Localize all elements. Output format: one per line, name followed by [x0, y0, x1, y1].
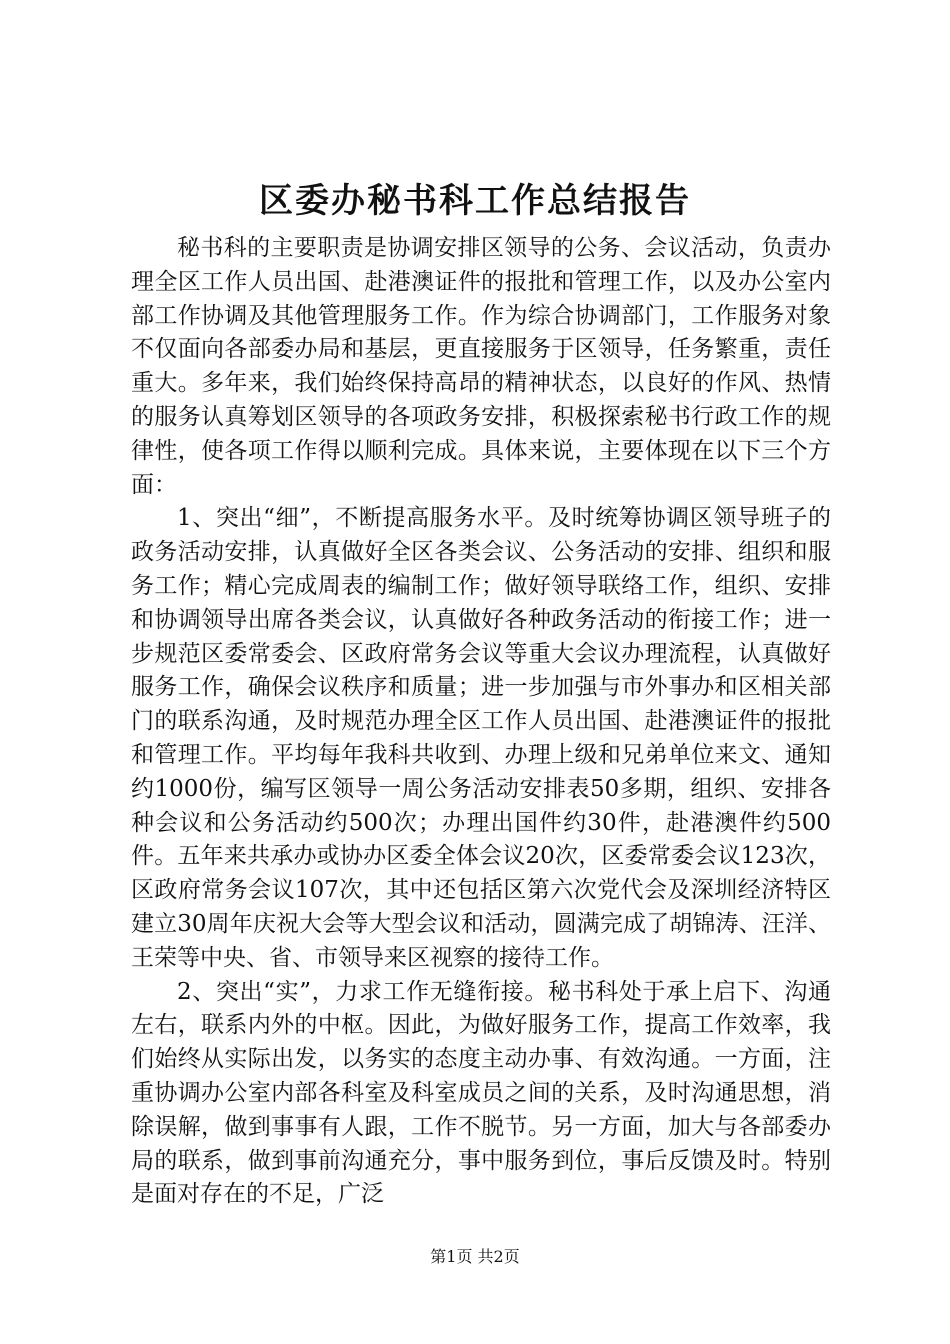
- paragraph-point-2: 2、突出“实”，力求工作无缝衔接。秘书科处于承上启下、沟通左右，联系内外的中枢。因此，为做好服务工作，提高工作效率，我们始终从实际出发，以务实的态度主动办事、有效沟通。一方面，注重协调办公室内部各科室及科室成员之间的关系，及时沟通思想，消除误解，做到事事有人跟，工作不脱节。另一方面，加大与各部委办局的联系，做到事前沟通充分，事中服务到位，事后反馈及时。特别是面对存在的不足，广泛: [131, 978, 831, 1208]
- page-footer: 第1页 共2页: [430, 1247, 520, 1266]
- document-title: 区委办秘书科工作总结报告: [259, 181, 691, 221]
- paragraph-point-1: 1、突出“细”，不断提高服务水平。及时统筹协调区领导班子的政务活动安排，认真做好全区各类会议、公务活动的安排、组织和服务工作；精心完成周表的编制工作；做好领导联络工作，组织、安排和协调领导出席各类会议，认真做好各种政务活动的衔接工作；进一步规范区委常委会、区政府常务会议等重大会议办理流程，认真做好服务工作，确保会议秩序和质量；进一步加强与市外事办和区相关部门的联系沟通，及时规范办理全区工作人员出国、赴港澳证件的报批和管理工作。平均每年我科共收到、办理上级和兄弟单位来文、通知约1000份，编写区领导一周公务活动安排表50多期，组织、安排各种会议和公务活动约500次；办理出国件约30件，赴港澳件约500件。五年来共承办或协办区委全体会议20次，区委常委会议123次，区政府常务会议107次，其中还包括区第六次党代会及深圳经济特区建立30周年庆祝大会等大型会议和活动，圆满完成了胡锦涛、汪洋、王荣等中央、省、市领导来区视察的接待工作。: [131, 505, 831, 971]
- paragraph-intro: 秘书科的主要职责是协调安排区领导的公务、会议活动，负责办理全区工作人员出国、赴港澳证件的报批和管理工作，以及办公室内部工作协调及其他管理服务工作。作为综合协调部门，工作服务对象不仅面向各部委办局和基层，更直接服务于区领导，任务繁重，责任重大。多年来，我们始终保持高昂的精神状态，以良好的作风、热情的服务认真筹划区领导的各项政务安排，积极探索秘书行政工作的规律性，使各项工作得以顺利完成。具体来说，主要体现在以下三个方面：: [131, 235, 831, 498]
- document-body: [131, 232, 831, 1212]
